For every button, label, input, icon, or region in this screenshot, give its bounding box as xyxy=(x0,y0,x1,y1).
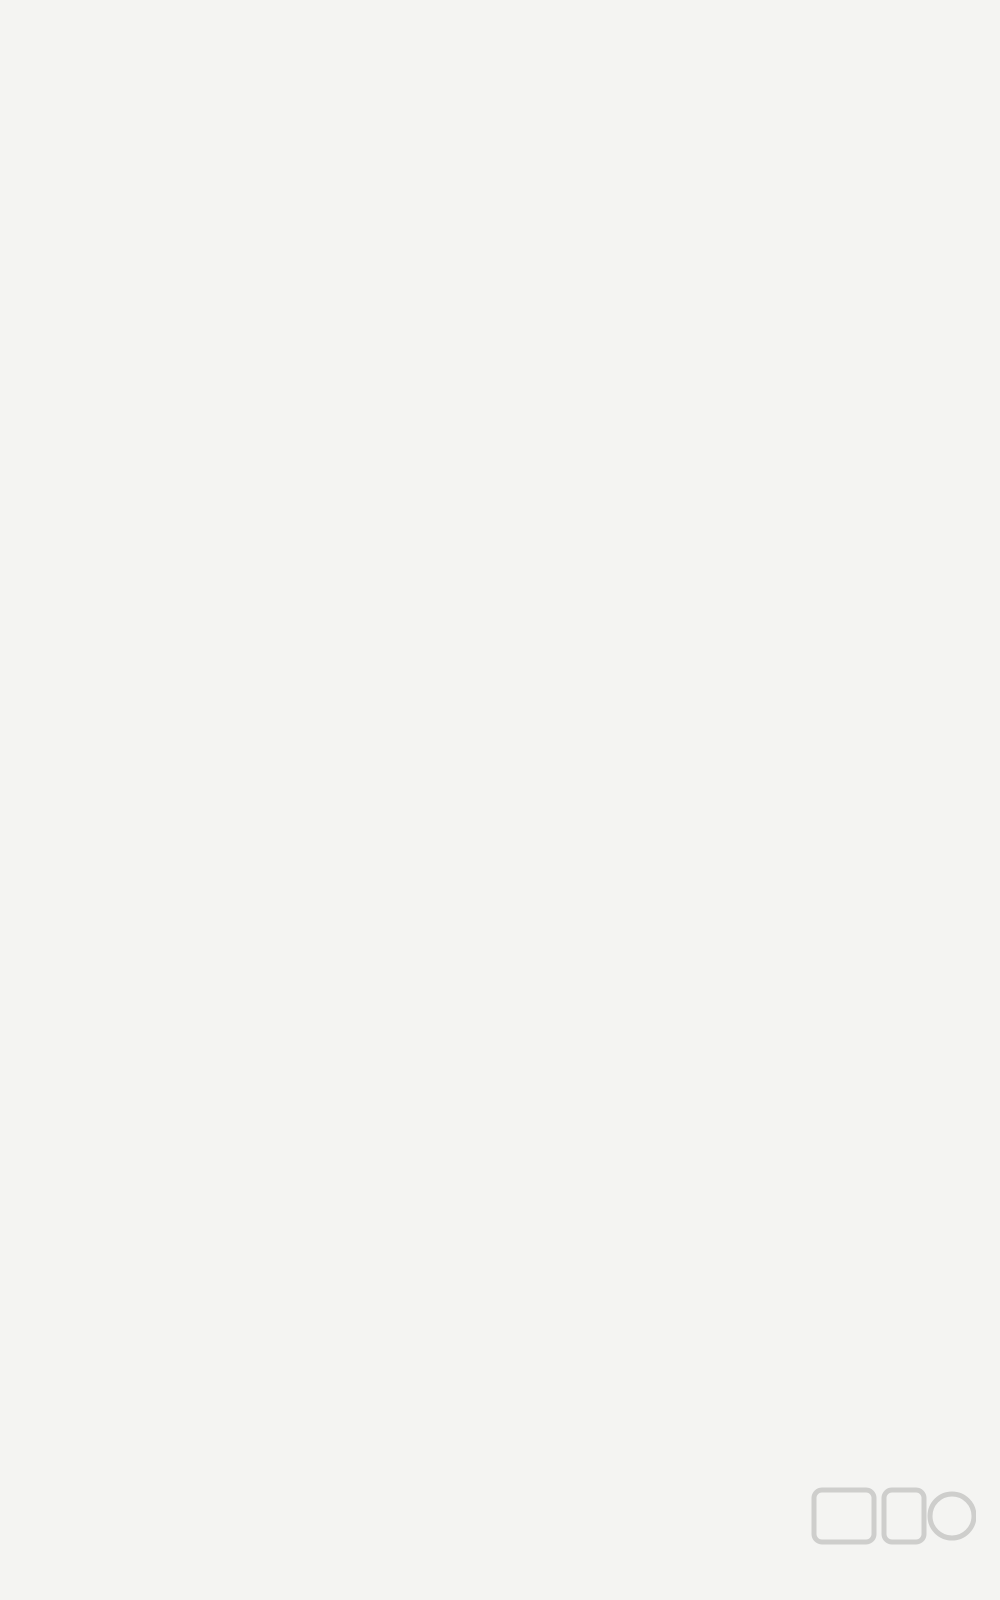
watermark-logo-icon xyxy=(806,1484,976,1584)
